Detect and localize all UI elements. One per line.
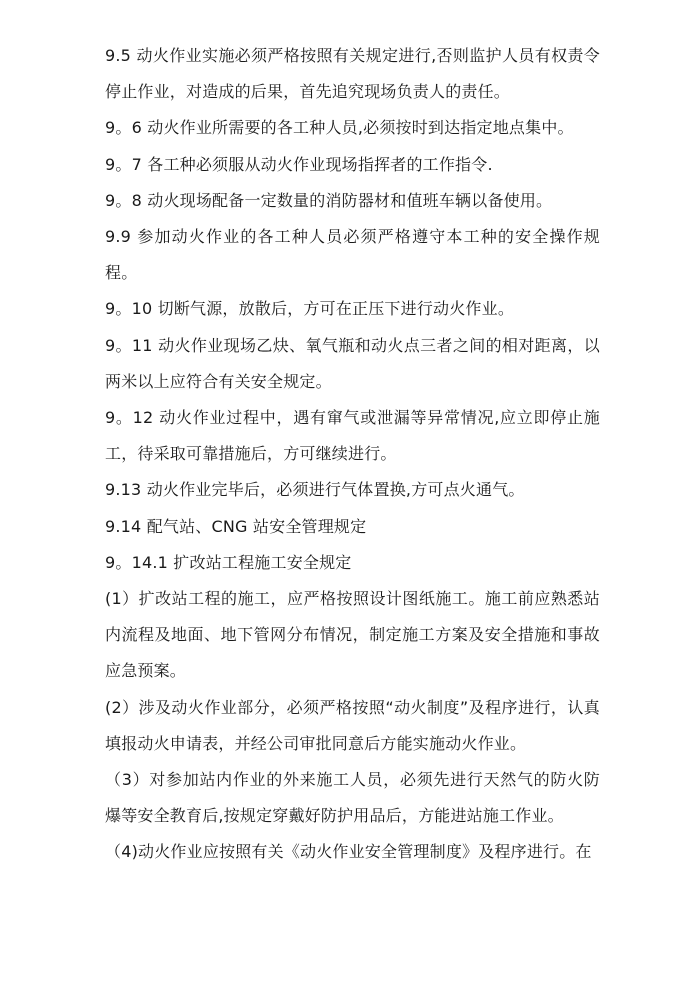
- paragraph-9-10: 9。10 切断气源，放散后，方可在正压下进行动火作业。: [105, 299, 515, 319]
- paragraph-9-12: 9。12 动火作业过程中，遇有窜气或泄漏等异常情况,应立即停止施工，待采取可靠措施后，方可继续进行。: [105, 408, 600, 464]
- paragraph-9-11: 9。11 动火作业现场乙炔、氧气瓶和动火点三者之间的相对距离，以两米以上应符合有关安全规定。: [105, 335, 600, 391]
- paragraph-9-7: 9。7 各工种必须服从动火作业现场指挥者的工作指令.: [105, 154, 493, 174]
- paragraph-9-13: 9.13 动火作业完毕后，必须进行气体置换,方可点火通气。: [105, 480, 525, 500]
- document-body: [105, 38, 600, 871]
- list-item-1: (1）扩改站工程的施工，应严格按照设计图纸施工。施工前应熟悉站内流程及地面、地下管网分布情况，制定施工方案及安全措施和事故应急预案。: [105, 589, 600, 681]
- paragraph-9-8: 9。8 动火现场配备一定数量的消防器材和值班车辆以备使用。: [105, 190, 553, 210]
- list-item-4: （4)动火作业应按照有关《动火作业安全管理制度》及程序进行。在: [105, 842, 592, 862]
- paragraph-9-5: 9.5 动火作业实施必须严格按照有关规定进行,否则监护人员有权责令停止作业，对造成的后果，首先追究现场负责人的责任。: [105, 46, 600, 102]
- list-item-2: (2）涉及动火作业部分，必须严格按照“动火制度”及程序进行，认真填报动火申请表，并经公司审批同意后方能实施动火作业。: [105, 697, 600, 753]
- paragraph-9-9: 9.9 参加动火作业的各工种人员必须严格遵守本工种的安全操作规程。: [105, 227, 600, 283]
- list-item-3: （3）对参加站内作业的外来施工人员，必须先进行天然气的防火防爆等安全教育后,按规定穿戴好防护用品后，方能进站施工作业。: [105, 770, 600, 826]
- section-heading-9-14: 9.14 配气站、CNG 站安全管理规定: [105, 516, 367, 536]
- subsection-heading-9-14-1: 9。14.1 扩改站工程施工安全规定: [105, 552, 352, 572]
- paragraph-9-6: 9。6 动火作业所需要的各工种人员,必须按时到达指定地点集中。: [105, 118, 574, 138]
